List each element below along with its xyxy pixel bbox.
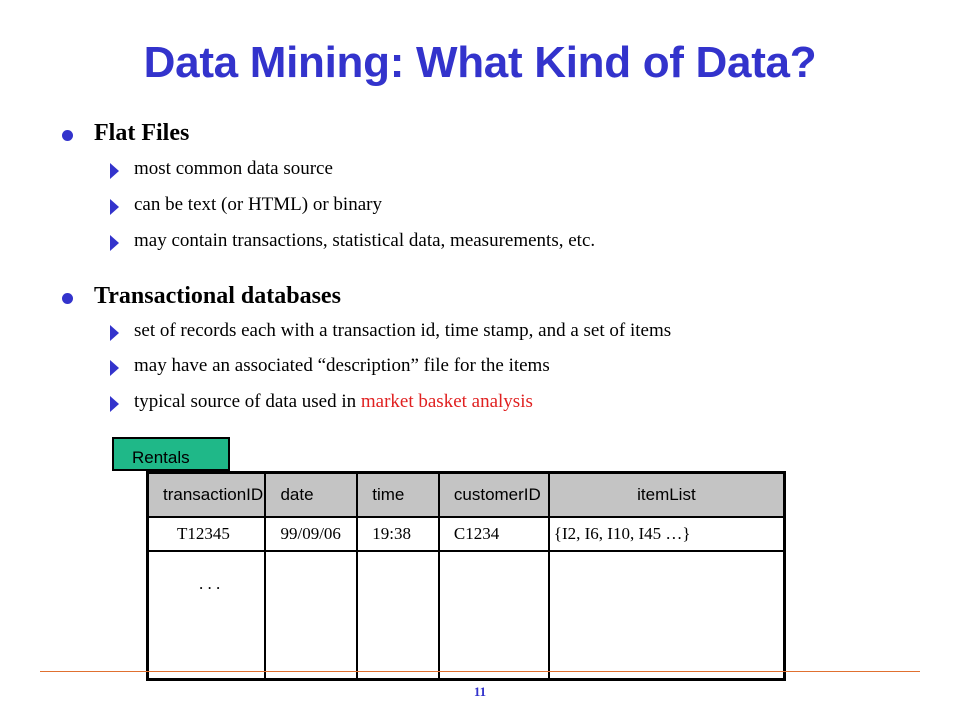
footer-divider xyxy=(40,671,920,672)
sub-bullet-text: may have an associated “description” file for the items xyxy=(134,355,550,376)
column-header: customerID xyxy=(439,473,549,518)
table-name-tab: Rentals xyxy=(112,437,230,471)
bullet-dot-icon xyxy=(62,130,73,141)
table-cell xyxy=(439,551,549,680)
triangle-bullet-icon xyxy=(110,396,119,412)
table-cell xyxy=(265,551,357,680)
triangle-bullet-icon xyxy=(110,325,119,341)
ellipsis-cell: . . . xyxy=(148,551,266,680)
sub-bullet-prefix: typical source of data used in xyxy=(134,391,361,412)
table-cell: 19:38 xyxy=(357,517,439,551)
highlight-text: market basket analysis xyxy=(360,391,533,412)
column-header: itemList xyxy=(549,473,785,518)
sub-bullet-text: can be text (or HTML) or binary xyxy=(134,194,382,215)
table-cell: C1234 xyxy=(439,517,549,551)
sub-bullet-text: may contain transactions, statistical data, measurements, etc. xyxy=(134,230,596,251)
table-row xyxy=(148,517,785,551)
triangle-bullet-icon xyxy=(110,235,119,251)
page-number: 11 xyxy=(473,684,487,699)
table-cell xyxy=(357,551,439,680)
triangle-bullet-icon xyxy=(110,360,119,376)
table-cell xyxy=(549,551,785,680)
table-row-more xyxy=(148,551,785,680)
triangle-bullet-icon xyxy=(110,199,119,215)
bullet-dot-icon xyxy=(62,293,73,304)
column-header: date xyxy=(265,473,357,518)
section-heading: Flat Files xyxy=(94,120,190,146)
rentals-table xyxy=(146,471,786,681)
triangle-bullet-icon xyxy=(110,163,119,179)
column-header: transactionID xyxy=(148,473,266,518)
table-cell: {I2, I6, I10, I45 …} xyxy=(549,517,785,551)
section-heading: Transactional databases xyxy=(94,283,341,309)
column-header: time xyxy=(357,473,439,518)
sub-bullet-text: most common data source xyxy=(134,158,333,179)
sub-bullet-text: set of records each with a transaction id, time stamp, and a set of items xyxy=(134,320,672,341)
sub-bullet-text xyxy=(134,391,533,413)
table-cell: 99/09/06 xyxy=(265,517,357,551)
table-cell: T12345 xyxy=(148,517,266,551)
table-header-row xyxy=(148,473,785,518)
slide-title: Data Mining: What Kind of Data? xyxy=(143,38,817,87)
